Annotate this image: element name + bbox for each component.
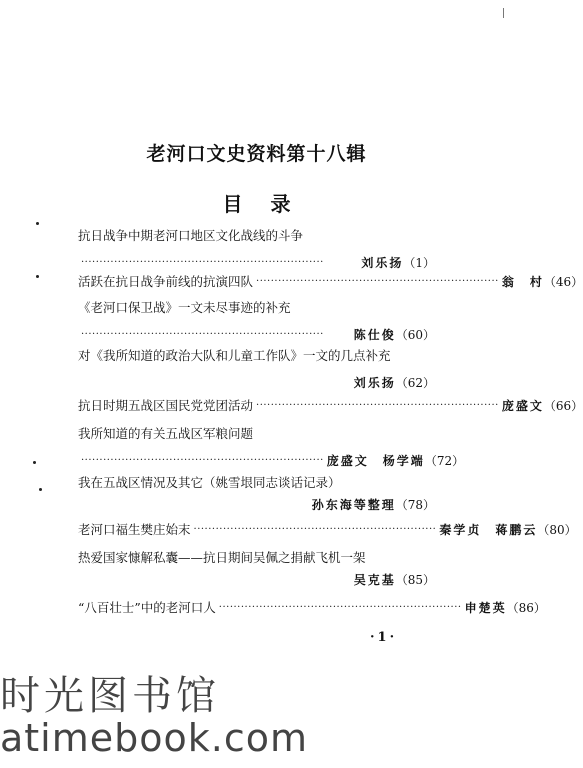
toc-entry-author: 庞盛文 [501,399,544,413]
toc-entry-author: 庞盛文 杨学端 [326,454,425,468]
margin-mark [36,222,39,225]
toc-entry[interactable] [78,226,435,271]
toc-entry[interactable] [78,346,435,391]
toc-entry[interactable] [78,298,435,343]
leader-dots: ·································································· [81,455,324,466]
toc-entry-author: 吴克基 [353,573,396,587]
toc-entry-title: 活跃在抗日战争前线的抗演四队 [78,274,254,289]
toc-entry-title: 我在五战区情况及其它（姚雪垠同志谈话记录） [78,475,341,490]
toc-entry-author: 申楚英 [464,601,507,615]
toc-entry[interactable] [78,548,435,588]
toc-entry[interactable] [78,598,546,616]
toc-entry-page: （86） [506,601,546,615]
toc-entry-page: （46） [543,275,583,289]
watermark-line2: atimebook.com [0,716,309,760]
margin-mark [39,488,42,491]
toc-entry-title: 抗日时期五战区国民党党团活动 [78,398,254,413]
page-number: ·1· [370,630,398,645]
toc-entry-title: 老河口福生樊庄始末 [78,522,191,537]
toc-entry-page: （78） [395,498,435,512]
toc-entry-page: （80） [537,523,577,537]
toc-entry-page: （85） [395,573,435,587]
toc-entry-title: 抗日战争中期老河口地区文化战线的斗争 [78,228,304,243]
toc-entry[interactable] [78,520,577,538]
toc-entry-page: （72） [424,454,465,468]
watermark-line1: 时光图书馆 [0,673,220,719]
margin-mark [33,461,36,464]
toc-entry-author: 刘乐扬 [361,256,404,270]
margin-mark [36,275,39,278]
toc-entry-page: （1） [403,256,435,270]
leader-dots: ·································································· [81,257,324,268]
leader-dots: ·································································· [218,602,462,613]
toc-entry-page: （60） [395,328,435,342]
toc-entry[interactable] [78,396,583,414]
toc-heading: 目录 [222,192,319,216]
toc-entry-page: （62） [395,376,435,390]
toc-entry[interactable] [78,272,583,290]
toc-entry-title: 我所知道的有关五战区军粮问题 [78,426,254,441]
toc-entry-author: 秦学贞 蒋鹏云 [439,523,538,537]
toc-entry-author: 陈仕俊 [353,328,396,342]
toc-entry-author: 孙东海等整理 [311,498,396,512]
toc-entry-title: 热爱国家慷解私囊——抗日期间吴佩之捐献飞机一架 [78,550,366,565]
toc-entry-title: “八百壮士”中的老河口人 [78,600,216,615]
leader-dots: ·································································· [193,524,437,535]
toc-entry-author: 刘乐扬 [353,376,396,390]
toc-entry[interactable] [78,424,465,469]
toc-entry-author: 翁 村 [501,275,544,289]
toc-entry-title: 对《我所知道的政治大队和儿童工作队》一文的几点补充 [78,348,391,363]
book-title: 老河口文史资料第十八辑 [146,143,367,165]
leader-dots: ·································································· [256,400,499,411]
leader-dots: ·································································· [81,329,324,340]
scan-corner-mark [503,8,504,18]
toc-entry-page: （66） [543,399,583,413]
toc-entry-title: 《老河口保卫战》一文未尽事迹的补充 [78,300,291,315]
toc-entry[interactable] [78,473,435,513]
leader-dots: ·································································· [256,276,499,287]
